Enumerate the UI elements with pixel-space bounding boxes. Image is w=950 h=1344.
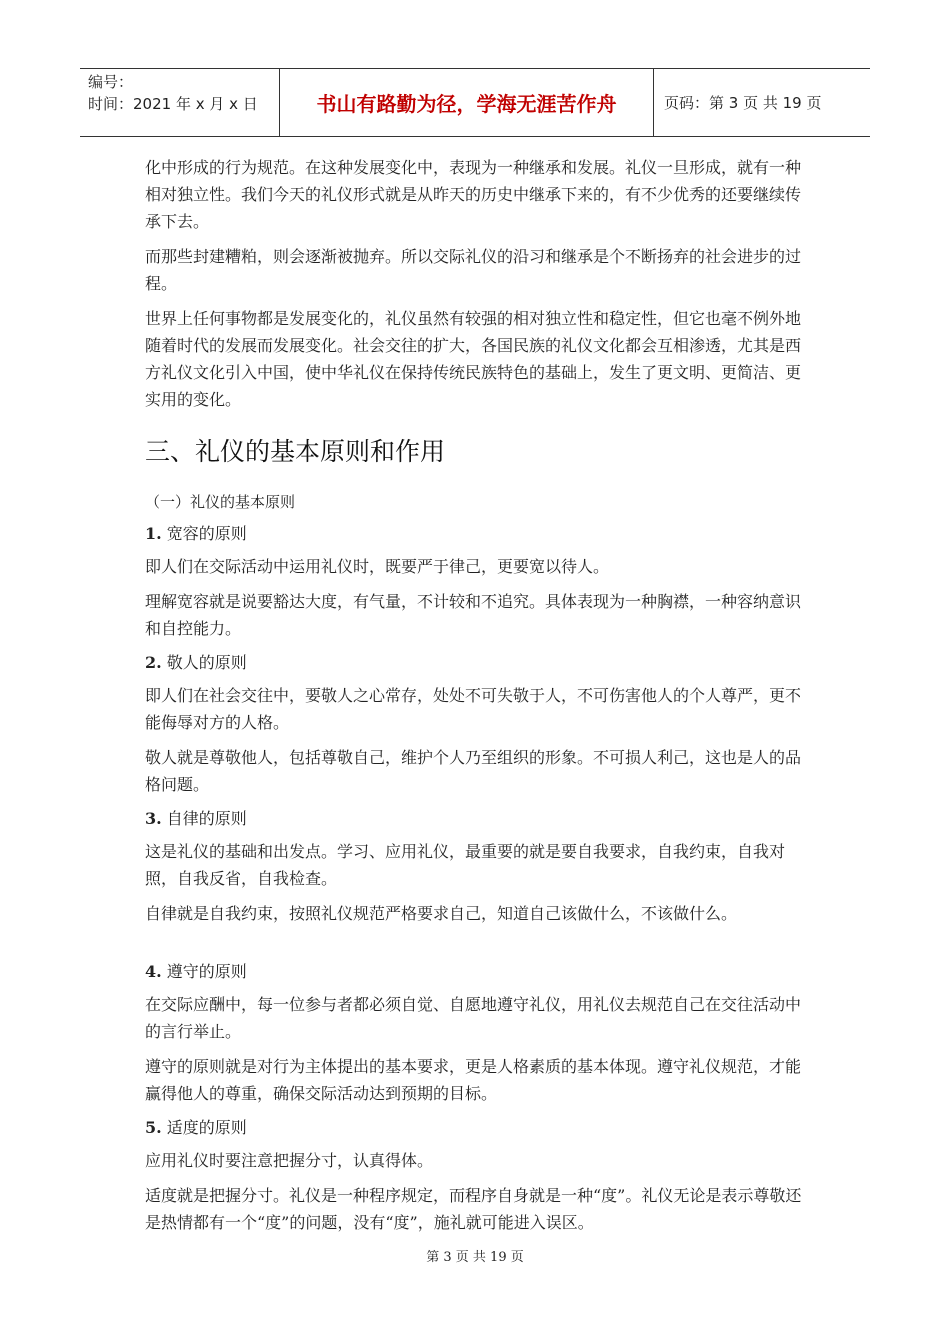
subsection-heading: （一）礼仪的基本原则 [145, 493, 296, 511]
principle-number: 1. [145, 524, 162, 543]
page-header [80, 68, 870, 137]
body-paragraph: 即人们在交际活动中运用礼仪时，既要严于律己，更要宽以待人。 [145, 557, 610, 576]
principle-heading [145, 1115, 815, 1141]
header-motto: 书山有路勤为径，学海无涯苦作舟 [280, 69, 654, 136]
principle-title: 自律的原则 [161, 809, 247, 828]
body-paragraph: 遵守的原则就是对行为主体提出的基本要求，更是人格素质的基本体现。遵守礼仪规范，才能赢得他人的尊重，确保交际活动达到预期的目标。 [145, 1057, 802, 1103]
body-paragraph: 而那些封建糟粕，则会逐渐被抛弃。所以交际礼仪的沿习和继承是个不断扬弃的社会进步的过程。 [145, 247, 802, 293]
body-paragraph: 这是礼仪的基础和出发点。学习、应用礼仪，最重要的就是要自我要求，自我约束，自我对照，自我反省，自我检查。 [145, 842, 786, 888]
body-paragraph: 理解宽容就是说要豁达大度，有气量，不计较和不追究。具体表现为一种胸襟，一种容纳意识和自控能力。 [145, 592, 802, 638]
principle-heading [145, 959, 815, 985]
principle-heading [145, 806, 815, 832]
document-date-label: 时间：2021 年 x 月 x 日 [88, 95, 258, 113]
body-paragraph: 敬人就是尊敬他人，包括尊敬自己，维护个人乃至组织的形象。不可损人利己，这也是人的品格问题。 [145, 748, 802, 794]
principle-number: 3. [145, 809, 162, 828]
principle-number: 4. [145, 962, 162, 981]
body-paragraph: 应用礼仪时要注意把握分寸，认真得体。 [145, 1151, 434, 1170]
principle-title: 宽容的原则 [161, 524, 247, 543]
principle-heading [145, 650, 815, 676]
principle-title: 敬人的原则 [161, 653, 247, 672]
body-paragraph: 适度就是把握分寸。礼仪是一种程序规定，而程序自身就是一种“度”。礼仪无论是表示尊敬还是热情都有一个“度”的问题，没有“度”，施礼就可能进入误区。 [145, 1186, 802, 1232]
body-paragraph: 世界上任何事物都是发展变化的，礼仪虽然有较强的相对独立性和稳定性，但它也毫不例外地随着时代的发展而发展变化。社会交往的扩大，各国民族的礼仪文化都会互相渗透，尤其是西方礼仪文化引入中国，使中华礼仪在保持传统民族特色的基础上，发生了更文明、更简洁、更实用的变化。 [145, 309, 802, 409]
document-body [145, 154, 815, 1244]
principle-number: 2. [145, 653, 162, 672]
body-paragraph: 化中形成的行为规范。在这种发展变化中，表现为一种继承和发展。礼仪一旦形成，就有一种相对独立性。我们今天的礼仪形式就是从昨天的历史中继承下来的，有不少优秀的还要继续传承下去。 [145, 158, 802, 231]
principle-number: 5. [145, 1118, 162, 1137]
spacer [145, 935, 815, 959]
principle-title: 遵守的原则 [161, 962, 247, 981]
header-page-info: 页码：第 3 页 共 19 页 [664, 94, 822, 112]
page-footer: 第 3 页 共 19 页 [426, 1250, 524, 1265]
body-paragraph: 即人们在社会交往中，要敬人之心常存，处处不可失敬于人，不可伤害他人的个人尊严，更不能侮辱对方的人格。 [145, 686, 802, 732]
principle-title: 适度的原则 [161, 1118, 247, 1137]
document-number-label: 编号： [88, 73, 134, 91]
section-heading: 三、礼仪的基本原则和作用 [145, 437, 446, 466]
header-meta [80, 69, 280, 136]
body-paragraph: 在交际应酬中，每一位参与者都必须自觉、自愿地遵守礼仪，用礼仪去规范自己在交往活动中的言行举止。 [145, 995, 802, 1041]
body-paragraph: 自律就是自我约束，按照礼仪规范严格要求自己，知道自己该做什么，不该做什么。 [145, 904, 738, 923]
principle-heading [145, 521, 815, 547]
